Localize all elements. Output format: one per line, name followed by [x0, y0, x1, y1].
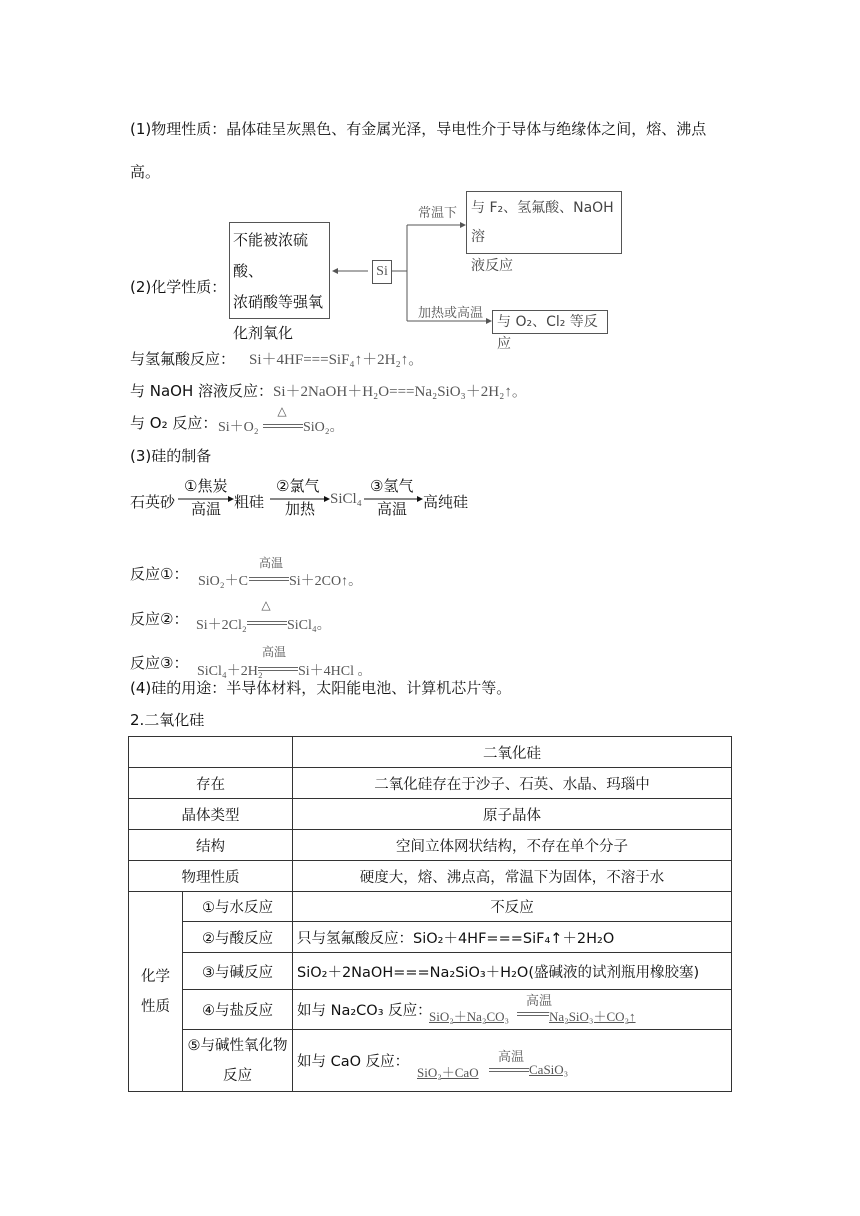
table-row-label: 存在 — [129, 768, 293, 799]
table-row — [129, 799, 732, 830]
equals-sign — [249, 577, 289, 581]
prep-reaction3-left: SiCl₄＋2H₂ — [197, 664, 263, 679]
table-row — [129, 922, 732, 953]
equals-sign — [517, 1012, 549, 1016]
table-row-value: 只与氢氟酸反应：SiO₂＋4HF===SiF₄↑＋2H₂O — [293, 922, 732, 953]
prep-reaction3-condition: 高温 — [261, 645, 286, 659]
reaction-naoh — [130, 380, 527, 401]
table-row-value: 不反应 — [293, 892, 732, 922]
physical-properties-line2: 高。 — [130, 163, 161, 181]
table-row-label: 结构 — [129, 830, 293, 861]
prep-arrows — [170, 493, 430, 505]
reaction-o2-prefix: 与 O₂ 反应： — [130, 414, 218, 432]
table-row-value: 空间立体网状结构，不存在单个分子 — [293, 830, 732, 861]
equals-sign — [247, 621, 287, 625]
reaction-o2-left: Si＋O₂ — [218, 420, 259, 435]
equals-sign — [263, 424, 303, 428]
table-row-value: 二氧化硅存在于沙子、石英、水晶、玛瑙中 — [293, 768, 732, 799]
prep-mid2: SiCl₄ — [330, 491, 362, 507]
diagram-top-label: 常温下 — [418, 206, 458, 221]
oxide-prefix: 如与 CaO 反应： — [297, 1054, 410, 1070]
diagram-bottom-box: 与 O₂、Cl₂ 等反应 — [492, 310, 608, 334]
table-cell — [129, 737, 293, 768]
table-row — [129, 1030, 732, 1092]
table-row-label: 晶体类型 — [129, 799, 293, 830]
prep-step2-top: ②氯气 — [276, 477, 320, 495]
equals-sign — [489, 1068, 529, 1072]
sio2-table — [128, 736, 732, 1092]
table-row-label: ②与酸反应 — [183, 922, 293, 953]
prep-reaction2-label: 反应②： — [130, 610, 189, 628]
table-row-value: 原子晶体 — [293, 799, 732, 830]
table-row-value: 硬度大，熔、沸点高，常温下为固体，不溶于水 — [293, 861, 732, 892]
reaction-o2-right: SiO₂。 — [303, 420, 344, 435]
physical-properties-line1: (1)物理性质：晶体硅呈灰黑色、有金属光泽，导电性介于导体与绝缘体之间，熔、沸点 — [130, 120, 707, 138]
prep-reaction2-right: SiCl₄。 — [287, 618, 331, 633]
salt-left: SiO₂＋Na₂CO₃ — [429, 1009, 510, 1024]
table-row — [129, 953, 732, 990]
reaction-hf — [130, 348, 423, 369]
prep-step1-top: ①焦炭 — [184, 477, 228, 495]
equals-sign — [258, 667, 298, 671]
table-row — [129, 768, 732, 799]
table-header-row — [129, 737, 732, 768]
salt-condition: 高温 — [525, 994, 552, 1009]
table-group-label: 化学性质 — [129, 892, 183, 1092]
diagram-left-line: 不能被浓硫酸、 — [233, 231, 309, 280]
uses-text: (4)硅的用途：半导体材料，太阳能电池、计算机芯片等。 — [130, 679, 512, 697]
prep-reaction3-right: Si＋4HCl 。 — [298, 664, 372, 679]
diagram-si-box: Si — [372, 260, 392, 284]
diagram-bottom-label: 加热或高温 — [418, 306, 484, 321]
chemical-properties-label: (2)化学性质： — [130, 278, 227, 296]
prep-reaction3-label: 反应③： — [130, 654, 189, 672]
prep-reaction1-condition: 高温 — [258, 556, 283, 570]
table-row-value: SiO₂＋2NaOH===Na₂SiO₃＋H₂O(盛碱液的试剂瓶用橡胶塞) — [293, 953, 732, 990]
salt-right: Na₂SiO₃＋CO₂↑ — [549, 1009, 636, 1024]
reaction-o2-condition: △ — [277, 404, 287, 418]
prep-step3-top: ③氢气 — [370, 477, 414, 495]
diagram-left-box — [229, 222, 330, 342]
oxide-condition: 高温 — [497, 1050, 524, 1065]
table-header: 二氧化硅 — [293, 737, 732, 768]
oxide-right: CaSiO₃ — [529, 1062, 569, 1077]
reaction-equation: Si＋2NaOH＋H₂O===Na₂SiO₃＋2H₂↑。 — [273, 384, 527, 400]
table-row — [129, 990, 732, 1030]
prep-start: 石英砂 — [130, 493, 176, 511]
table-row — [129, 861, 732, 892]
diagram-top-box-line2: 液反应 — [471, 258, 513, 274]
prep-reaction1-left: SiO₂＋C — [198, 574, 249, 589]
prep-step1-bottom: 高温 — [191, 500, 222, 518]
table-row-value — [293, 1030, 732, 1092]
diagram-top-box — [466, 191, 622, 274]
table-row-label: ③与碱反应 — [183, 953, 293, 990]
table-row-label: ⑤与碱性氧化物反应 — [183, 1030, 293, 1092]
table-row-label: ①与水反应 — [183, 892, 293, 922]
prep-reaction2-condition: △ — [261, 598, 271, 612]
prep-end: 高纯硅 — [423, 493, 469, 511]
prep-step2-bottom: 加热 — [285, 500, 316, 518]
table-row — [129, 830, 732, 861]
oxide-left: SiO₂＋CaO — [417, 1065, 479, 1080]
table-row-label: 物理性质 — [129, 861, 293, 892]
table-row-value — [293, 990, 732, 1030]
preparation-heading: (3)硅的制备 — [130, 447, 212, 465]
diagram-top-box-line1: 与 F₂、氢氟酸、NaOH 溶 — [471, 200, 614, 245]
reaction-equation: Si＋4HF===SiF₄↑＋2H₂↑。 — [249, 352, 424, 368]
prep-reaction2-left: Si＋2Cl₂ — [196, 618, 247, 633]
prep-reaction1-label: 反应①： — [130, 565, 189, 583]
prep-mid1: 粗硅 — [234, 493, 265, 511]
table-row-label: ④与盐反应 — [183, 990, 293, 1030]
salt-prefix: 如与 Na₂CO₃ 反应： — [297, 1003, 432, 1019]
prep-reaction1-right: Si＋2CO↑。 — [289, 574, 363, 589]
prep-step3-bottom: 高温 — [377, 500, 408, 518]
section2-title: 2.二氧化硅 — [130, 711, 205, 729]
reaction-prefix: 与氢氟酸反应： — [130, 350, 236, 368]
diagram-left-line: 浓硝酸等强氧 — [233, 293, 324, 311]
reaction-prefix: 与 NaOH 溶液反应： — [130, 382, 274, 400]
diagram-left-line: 化剂氧化 — [233, 324, 294, 342]
table-row — [129, 892, 732, 922]
